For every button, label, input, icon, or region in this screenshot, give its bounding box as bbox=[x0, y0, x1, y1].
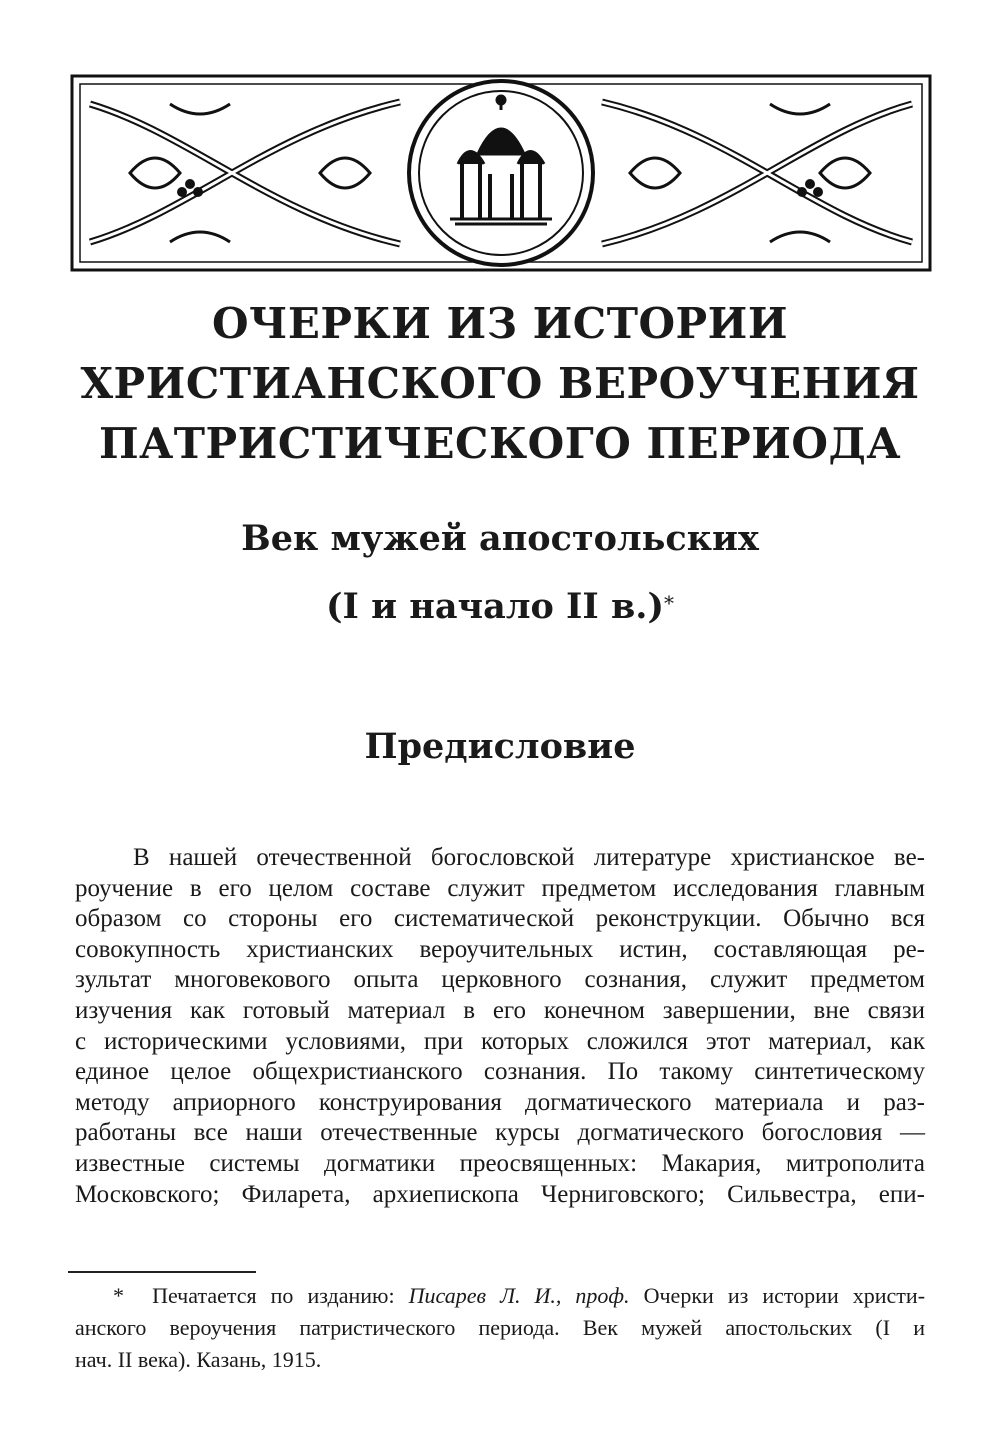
text-line: В нашей отечественной богословской литературе христианское ве- bbox=[133, 844, 925, 871]
text-line: работаны все наши отечественные курсы догматического богословия — bbox=[75, 1119, 925, 1147]
subtitle-line: (I и начало II в.) bbox=[325, 586, 665, 627]
text-line: известные системы догматики преосвященных: Макария, митрополита bbox=[75, 1149, 925, 1177]
text-line: изучения как готовый материал в его конечном завершении, вне связи bbox=[75, 996, 925, 1024]
subtitle-line: Век мужей апостольских bbox=[241, 518, 759, 559]
footnote-line: нач. II века). Казань, 1915. bbox=[75, 1347, 322, 1372]
subtitle bbox=[0, 505, 1000, 641]
footnote-prefix: Печатается по изданию: bbox=[152, 1283, 395, 1308]
footnote-author: Писарев Л. И., проф. bbox=[408, 1283, 630, 1308]
text-line: образом со стороны его систематической реконструкции. Обычно вся bbox=[75, 905, 925, 933]
footnote-divider bbox=[68, 1271, 256, 1273]
footnote bbox=[75, 1280, 925, 1376]
text-line: методу априорного конструирования догматического материала и раз- bbox=[75, 1088, 925, 1116]
text-line: единое целое общехристианского сознания. По такому синтетическому bbox=[75, 1058, 925, 1086]
footnote-marker: * bbox=[664, 591, 675, 615]
text-line: Московского; Филарета, архиепископа Черниговского; Сильвестра, епи- bbox=[75, 1180, 925, 1208]
footnote-text: Очерки из истории христи- bbox=[643, 1283, 926, 1308]
ornament-headpiece bbox=[70, 74, 932, 272]
book-title bbox=[0, 294, 1000, 474]
footnote-line: анского вероучения патристического периода. Век мужей апостольских (I и bbox=[75, 1315, 925, 1340]
title-line: ОЧЕРКИ ИЗ ИСТОРИИ bbox=[211, 299, 789, 348]
text-line: совокупность христианских вероучительных истин, составляющая ре- bbox=[75, 935, 925, 963]
title-line: ПАТРИСТИЧЕСКОГО ПЕРИОДА bbox=[98, 419, 902, 468]
text-line: зультат многовекового опыта церковного сознания, служит предметом bbox=[75, 966, 925, 994]
body-text bbox=[75, 843, 925, 1210]
title-line: ХРИСТИАНСКОГО ВЕРОУЧЕНИЯ bbox=[80, 359, 920, 408]
section-title: Предисловие bbox=[364, 726, 636, 767]
footnote-marker: * bbox=[113, 1283, 124, 1308]
text-line: роучение в его целом составе служит предметом исследования главным bbox=[75, 874, 925, 902]
text-line: с историческими условиями, при которых сложился этот материал, как bbox=[75, 1027, 925, 1055]
